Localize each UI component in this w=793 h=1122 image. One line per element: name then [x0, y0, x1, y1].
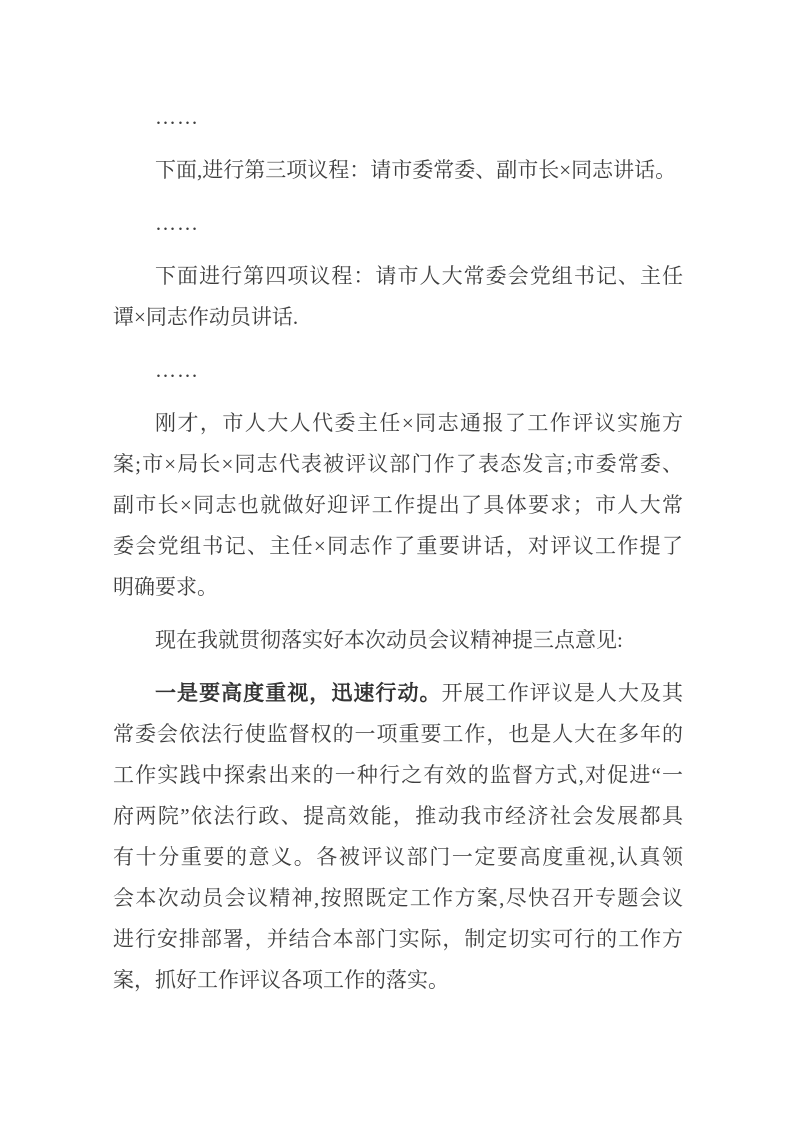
text-line: 副市长×同志也就做好迎评工作提出了具体要求；市人大常	[113, 493, 683, 517]
ellipsis-line: ……	[155, 211, 199, 235]
paragraph	[113, 97, 683, 138]
text-line: 明确要求。	[113, 575, 218, 599]
text-line: 谭×同志作动员讲话.	[113, 305, 299, 329]
text-line: 案，抓好工作评议各项工作的落实。	[113, 968, 449, 992]
bold-heading: 一是要高度重视，迅速行动。	[155, 681, 442, 705]
text-line: 现在我就贯彻落实好本次动员会议精神提三点意见:	[155, 628, 623, 652]
text-line: 下面,进行第三项议程：请市委常委、副市长×同志讲话。	[155, 158, 677, 182]
paragraph	[113, 203, 683, 244]
text-run: 开展工作评议是人大及其	[441, 681, 684, 705]
text-line: 常委会依法行使监督权的一项重要工作，也是人大在多年的	[113, 722, 683, 746]
ellipsis-line: ……	[155, 358, 199, 382]
text-line	[113, 673, 683, 714]
text-line: 刚才，市人大人代委主任×同志通报了工作评议实施方	[155, 411, 683, 435]
paragraph	[113, 673, 683, 1001]
text-line: 进行安排部署，并结合本部门实际，制定切实可行的工作方	[113, 927, 683, 951]
text-line: 工作实践中探索出来的一种行之有效的监督方式,对促进“一	[113, 763, 683, 787]
text-line: 府两院”依法行政、提高效能，推动我市经济社会发展都具	[113, 804, 683, 828]
text-line: 案;市×局长×同志代表被评议部门作了表态发言;市委常委、	[113, 452, 683, 476]
paragraph	[113, 620, 683, 661]
paragraph	[113, 256, 683, 338]
text-line: 会本次动员会议精神,按照既定工作方案,尽快召开专题会议	[113, 886, 683, 910]
ellipsis-line: ……	[155, 105, 199, 129]
text-line: 有十分重要的意义。各被评议部门一定要高度重视,认真领	[113, 845, 683, 869]
paragraph	[113, 403, 683, 608]
text-line: 下面进行第四项议程：请市人大常委会党组书记、主任	[155, 264, 683, 288]
paragraph	[113, 150, 683, 191]
paragraph	[113, 350, 683, 391]
text-line: 委会党组书记、主任×同志作了重要讲话，对评议工作提了	[113, 534, 683, 558]
